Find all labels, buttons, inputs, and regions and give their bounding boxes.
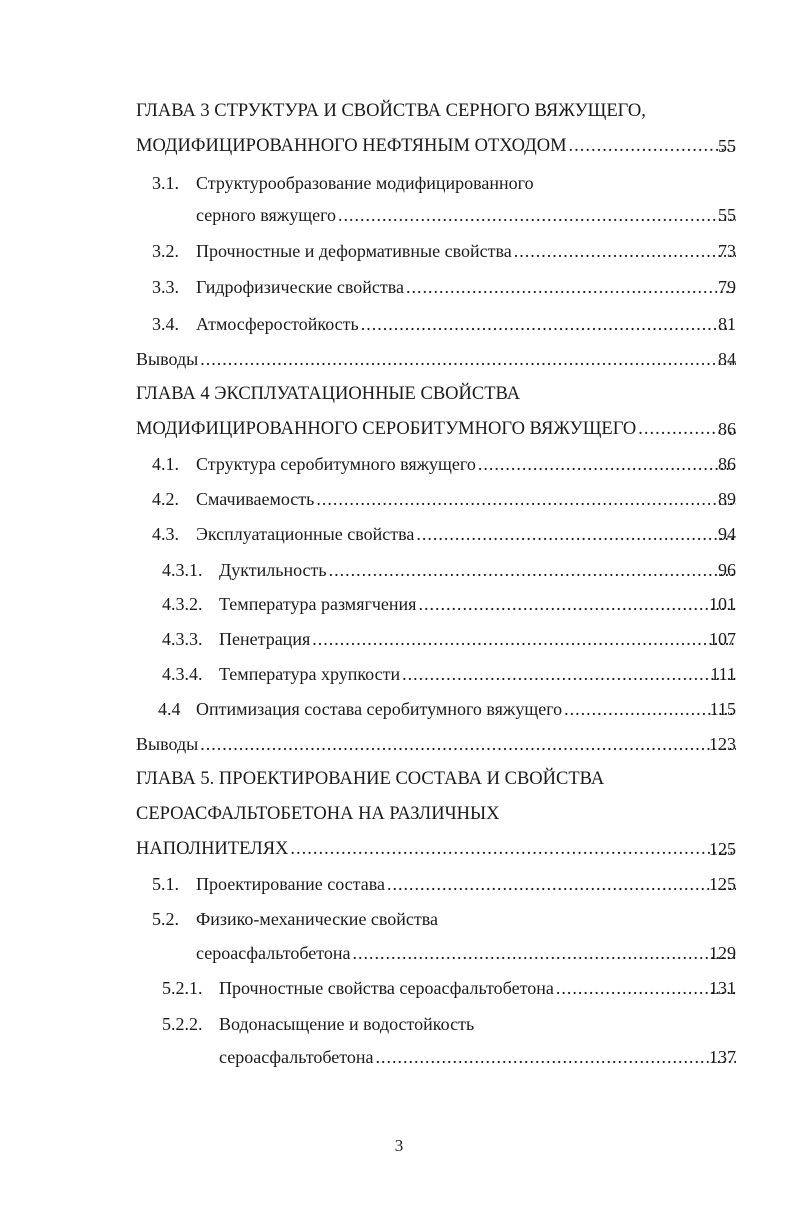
section-3-1-page: 55 bbox=[718, 205, 736, 225]
leader-dots bbox=[200, 344, 736, 374]
section-4-4-number: 4.4 bbox=[158, 699, 181, 719]
leader-dots bbox=[402, 659, 736, 689]
section-4-2-entry bbox=[196, 484, 736, 514]
conclusions-3-entry bbox=[136, 344, 736, 374]
chapter-4-entry bbox=[136, 414, 736, 444]
leader-dots bbox=[376, 1042, 736, 1072]
section-4-3-2-title: Температура размягчения bbox=[219, 594, 417, 614]
leader-dots bbox=[316, 484, 736, 514]
section-4-2-page: 89 bbox=[718, 489, 736, 509]
leader-dots bbox=[329, 555, 736, 585]
leader-dots bbox=[478, 449, 736, 479]
section-3-3-page: 79 bbox=[718, 277, 736, 297]
section-3-4-entry bbox=[196, 309, 736, 339]
section-5-2-2-number: 5.2.2. bbox=[162, 1014, 203, 1034]
conclusions-3-page: 84 bbox=[718, 349, 736, 369]
section-3-2-page: 73 bbox=[718, 241, 736, 261]
section-4-1-entry bbox=[196, 449, 736, 479]
leader-dots bbox=[416, 519, 736, 549]
section-3-3-title: Гидрофизические свойства bbox=[196, 277, 405, 297]
conclusions-4-title: Выводы bbox=[136, 734, 199, 754]
chapter-4-title-line1: ГЛАВА 4 ЭКСПЛУАТАЦИОННЫЕ СВОЙСТВА bbox=[136, 384, 521, 404]
section-4-3-2-number: 4.3.2. bbox=[162, 594, 203, 614]
section-3-4-number: 3.4. bbox=[152, 314, 179, 334]
section-4-3-3-page: 107 bbox=[709, 629, 736, 649]
section-4-3-4-number: 4.3.4. bbox=[162, 664, 203, 684]
section-3-3-number: 3.3. bbox=[152, 277, 179, 297]
chapter-3-page: 55 bbox=[718, 136, 736, 156]
page-number: 3 bbox=[394, 1136, 404, 1155]
leader-dots bbox=[290, 834, 736, 864]
chapter-5-entry bbox=[136, 834, 736, 864]
section-5-2-1-entry bbox=[219, 973, 736, 1003]
section-4-3-title: Эксплуатационные свойства bbox=[196, 524, 415, 544]
leader-dots bbox=[338, 200, 736, 230]
leader-dots bbox=[353, 938, 736, 968]
leader-dots bbox=[361, 309, 736, 339]
section-4-3-1-title: Дуктильность bbox=[219, 560, 327, 580]
chapter-5-title-line2: СЕРОАСФАЛЬТОБЕТОНА НА РАЗЛИЧНЫХ bbox=[136, 804, 500, 824]
section-5-2-title-line1: Физико-механические свойства bbox=[196, 909, 439, 929]
section-4-3-number: 4.3. bbox=[152, 524, 179, 544]
section-5-2-2-page: 137 bbox=[709, 1047, 736, 1067]
section-5-2-2-entry bbox=[219, 1042, 736, 1072]
section-4-4-entry bbox=[196, 694, 736, 724]
section-5-2-2-title-line1: Водонасыщение и водостойкость bbox=[219, 1014, 475, 1034]
section-4-3-4-page: 111 bbox=[710, 664, 736, 684]
leader-dots bbox=[387, 869, 736, 899]
section-4-3-1-page: 96 bbox=[718, 560, 736, 580]
leader-dots bbox=[418, 589, 736, 619]
section-4-3-4-title: Температура хрупкости bbox=[219, 664, 401, 684]
section-4-4-title: Оптимизация состава серобитумного вяжущего bbox=[196, 699, 563, 719]
section-5-2-1-page: 131 bbox=[709, 978, 736, 998]
section-4-3-entry bbox=[196, 519, 736, 549]
chapter-4-title-line2: МОДИФИЦИРОВАННОГО СЕРОБИТУМНОГО ВЯЖУЩЕГО bbox=[136, 419, 637, 439]
chapter-3-entry bbox=[136, 131, 736, 161]
chapter-5-title-line3: НАПОЛНИТЕЛЯХ bbox=[136, 839, 289, 859]
section-5-2-page: 129 bbox=[709, 943, 736, 963]
section-3-4-page: 81 bbox=[718, 314, 736, 334]
section-3-1-entry bbox=[196, 200, 736, 230]
section-4-3-1-entry bbox=[219, 555, 736, 585]
section-5-2-entry bbox=[196, 938, 736, 968]
section-3-3-entry bbox=[196, 272, 736, 302]
chapter-4-page: 86 bbox=[718, 419, 736, 439]
section-4-3-4-entry bbox=[219, 659, 736, 689]
chapter-5-page: 125 bbox=[709, 839, 736, 859]
section-3-1-number: 3.1. bbox=[152, 173, 179, 193]
section-4-3-3-number: 4.3.3. bbox=[162, 629, 203, 649]
section-4-3-2-page: 101 bbox=[709, 594, 736, 614]
conclusions-4-page: 123 bbox=[709, 734, 736, 754]
section-5-2-1-number: 5.2.1. bbox=[162, 978, 203, 998]
section-4-1-number: 4.1. bbox=[152, 454, 179, 474]
conclusions-3-title: Выводы bbox=[136, 349, 199, 369]
chapter-3-title-line1: ГЛАВА 3 СТРУКТУРА И СВОЙСТВА СЕРНОГО ВЯЖУЩЕГО, bbox=[136, 101, 646, 121]
section-5-1-title: Проектирование состава bbox=[196, 874, 385, 894]
section-4-1-title: Структура серобитумного вяжущего bbox=[196, 454, 476, 474]
section-4-2-title: Смачиваемость bbox=[196, 489, 315, 509]
section-4-3-3-entry bbox=[219, 624, 736, 654]
section-3-1-title-line1: Структурообразование модифицированного bbox=[196, 173, 534, 193]
leader-dots bbox=[406, 272, 736, 302]
section-3-2-number: 3.2. bbox=[152, 241, 179, 261]
section-5-2-number: 5.2. bbox=[152, 909, 179, 929]
chapter-5-title-line1: ГЛАВА 5. ПРОЕКТИРОВАНИЕ СОСТАВА И СВОЙСТВА bbox=[136, 769, 605, 789]
section-5-1-page: 125 bbox=[709, 874, 736, 894]
section-4-4-page: 115 bbox=[709, 699, 736, 719]
conclusions-4-entry bbox=[136, 729, 736, 759]
section-4-1-page: 86 bbox=[718, 454, 736, 474]
section-4-3-2-entry bbox=[219, 589, 736, 619]
section-4-2-number: 4.2. bbox=[152, 489, 179, 509]
leader-dots bbox=[200, 729, 736, 759]
section-5-2-1-title: Прочностные свойства сероасфальтобетона bbox=[219, 978, 554, 998]
leader-dots bbox=[312, 624, 736, 654]
section-5-1-number: 5.1. bbox=[152, 874, 179, 894]
section-4-3-1-number: 4.3.1. bbox=[162, 560, 203, 580]
section-3-1-title-line2: серного вяжущего bbox=[196, 205, 337, 225]
section-3-2-title: Прочностные и деформативные свойства bbox=[196, 241, 512, 261]
section-5-2-title-line2: сероасфальтобетона bbox=[196, 943, 351, 963]
section-4-3-3-title: Пенетрация bbox=[219, 629, 311, 649]
section-5-2-2-title-line2: сероасфальтобетона bbox=[219, 1047, 374, 1067]
section-5-1-entry bbox=[196, 869, 736, 899]
section-4-3-page: 94 bbox=[718, 524, 736, 544]
section-3-4-title: Атмосферостойкость bbox=[196, 314, 359, 334]
section-3-2-entry bbox=[196, 236, 736, 266]
chapter-3-title-line2: МОДИФИЦИРОВАННОГО НЕФТЯНЫМ ОТХОДОМ bbox=[136, 136, 567, 156]
